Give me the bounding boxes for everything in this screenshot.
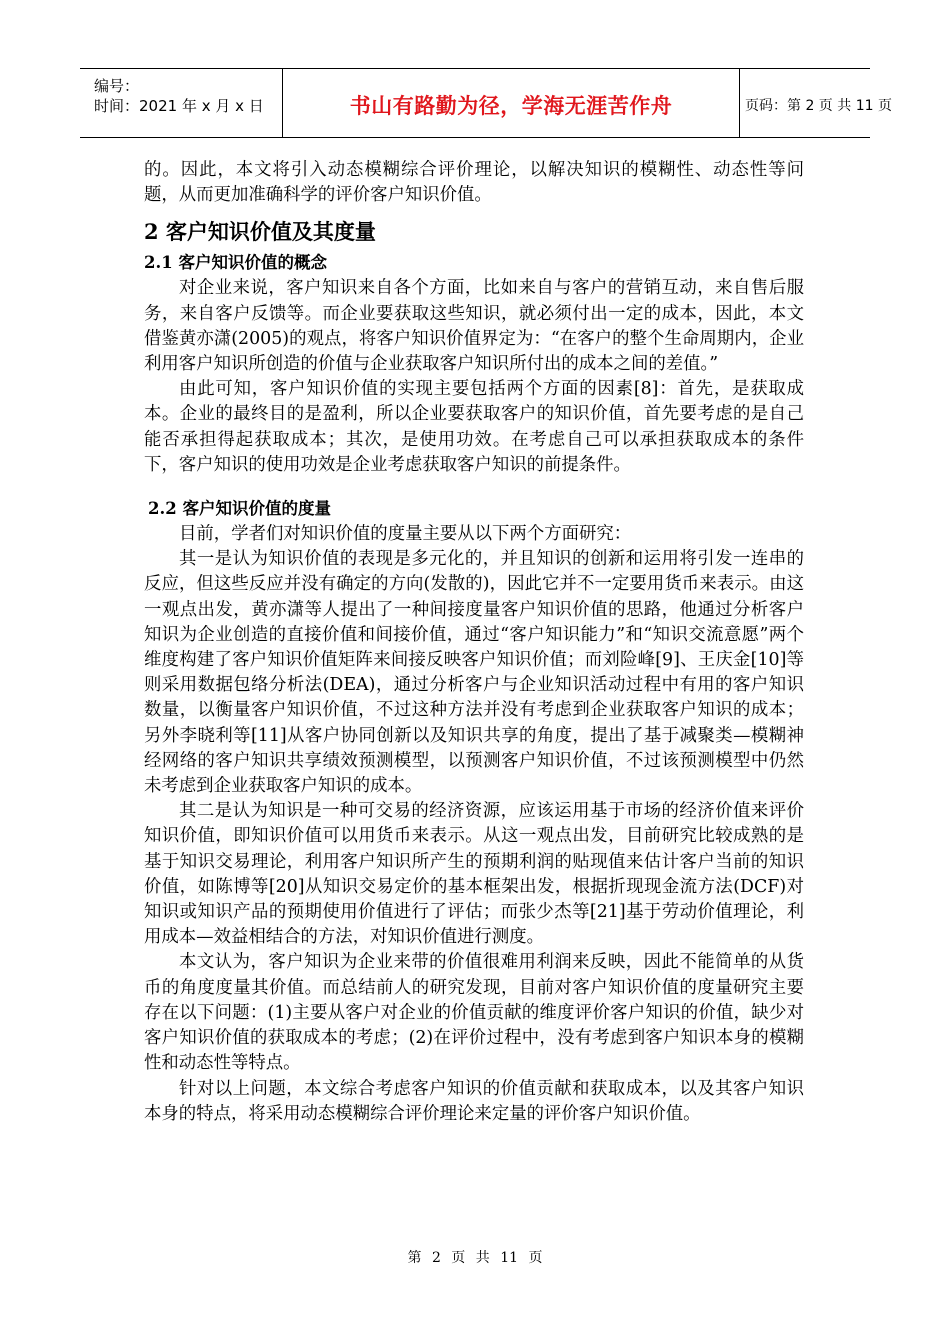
- paragraph: 对企业来说，客户知识来自各个方面，比如来自与客户的营销互动，来自售后服务，来自客户反馈等。而企业要获取这些知识，就必须付出一定的成本，因此，本文借鉴黄亦潇(2005)的观点，将客户知识价值界定为：“在客户的整个生命周期内，企业利用客户知识所创造的价值与企业获取客户知识所付出的成本之间的差值。”: [144, 278, 804, 375]
- section-heading: 2 客户知识价值及其度量: [144, 219, 376, 245]
- document-header: [80, 68, 892, 138]
- document-date-label: 时间：2021 年 x 月 x 日: [94, 97, 264, 115]
- document-body: [144, 158, 804, 1127]
- paragraph: 目前，学者们对知识价值的度量主要从以下两个方面研究：: [179, 524, 632, 545]
- paragraph: 的。因此，本文将引入动态模糊综合评价理论，以解决知识的模糊性、动态性等问题，从而更加准确科学的评价客户知识价值。: [144, 160, 804, 206]
- paragraph: 其一是认为知识价值的表现是多元化的，并且知识的创新和运用将引发一连串的反应，但这些反应并没有确定的方向(发散的)，因此它并不一定要用货币来表示。由这一观点出发，黄亦潇等人提出了一种间接度量客户知识价值的思路，他通过分析客户知识为企业创造的直接价值和间接价值，通过“客户知识能力”和“知识交流意愿”两个维度构建了客户知识价值矩阵来间接反映客户知识价值；而刘险峰[9]、王庆金[10]等则采用数据包络分析法(DEA)，通过分析客户与企业知识活动过程中有用的客户知识数量，以衡量客户知识价值，不过这种方法并没有考虑到企业获取客户知识的成本；另外李晓利等[11]从客户协同创新以及知识共享的角度，提出了基于减聚类—模糊神经网络的客户知识共享绩效预测模型，以预测客户知识价值，不过该预测模型中仍然未考虑到企业获取客户知识的成本。: [144, 549, 804, 797]
- header-motto-cell: [282, 69, 740, 137]
- paragraph: 由此可知，客户知识价值的实现主要包括两个方面的因素[8]：首先，是获取成本。企业的最终目的是盈利，所以企业要获取客户的知识价值，首先要考虑的是自己能否承担得起获取成本；其次，是使用功效。在考虑自己可以承担获取成本的条件下，客户知识的使用功效是企业考虑获取客户知识的前提条件。: [144, 379, 804, 475]
- header-motto: 书山有路勤为径，学海无涯苦作舟: [349, 94, 673, 118]
- header-right-cell: [739, 69, 892, 137]
- document-number-label: 编号：: [94, 77, 140, 95]
- paragraph: 针对以上问题，本文综合考虑客户知识的价值贡献和获取成本，以及其客户知识本身的特点，将采用动态模糊综合评价理论来定量的评价客户知识价值。: [144, 1078, 804, 1124]
- paragraph: 本文认为，客户知识为企业来带的价值很难用利润来反映，因此不能简单的从货币的角度度量其价值。而总结前人的研究发现，目前对客户知识价值的度量研究主要存在以下问题：(1)主要从客户对企业的价值贡献的维度评价客户知识的价值，缺少对客户知识价值的获取成本的考虑；(2)在评价过程中，没有考虑到客户知识本身的模糊性和动态性等特点。: [144, 952, 804, 1074]
- subsection-heading: 2.1 客户知识价值的概念: [144, 253, 327, 273]
- header-page-info: 页码：第 2 页 共 11 页: [745, 98, 892, 114]
- header-left-cell: [80, 69, 282, 137]
- paragraph: 其二是认为知识是一种可交易的经济资源，应该运用基于市场的经济价值来评价知识价值，即知识价值可以用货币来表示。从这一观点出发，目前研究比较成熟的是基于知识交易理论，利用客户知识所产生的预期利润的贴现值来估计客户当前的知识价值，如陈博等[20]从知识交易定价的基本框架出发，根据折现现金流方法(DCF)对知识或知识产品的预期使用价值进行了评估；而张少杰等[21]基于劳动价值理论，利用成本—效益相结合的方法，对知识价值进行测度。: [144, 801, 804, 948]
- page-footer: 第 2 页 共 11 页: [407, 1250, 543, 1266]
- subsection-heading: 2.2 客户知识价值的度量: [148, 499, 331, 519]
